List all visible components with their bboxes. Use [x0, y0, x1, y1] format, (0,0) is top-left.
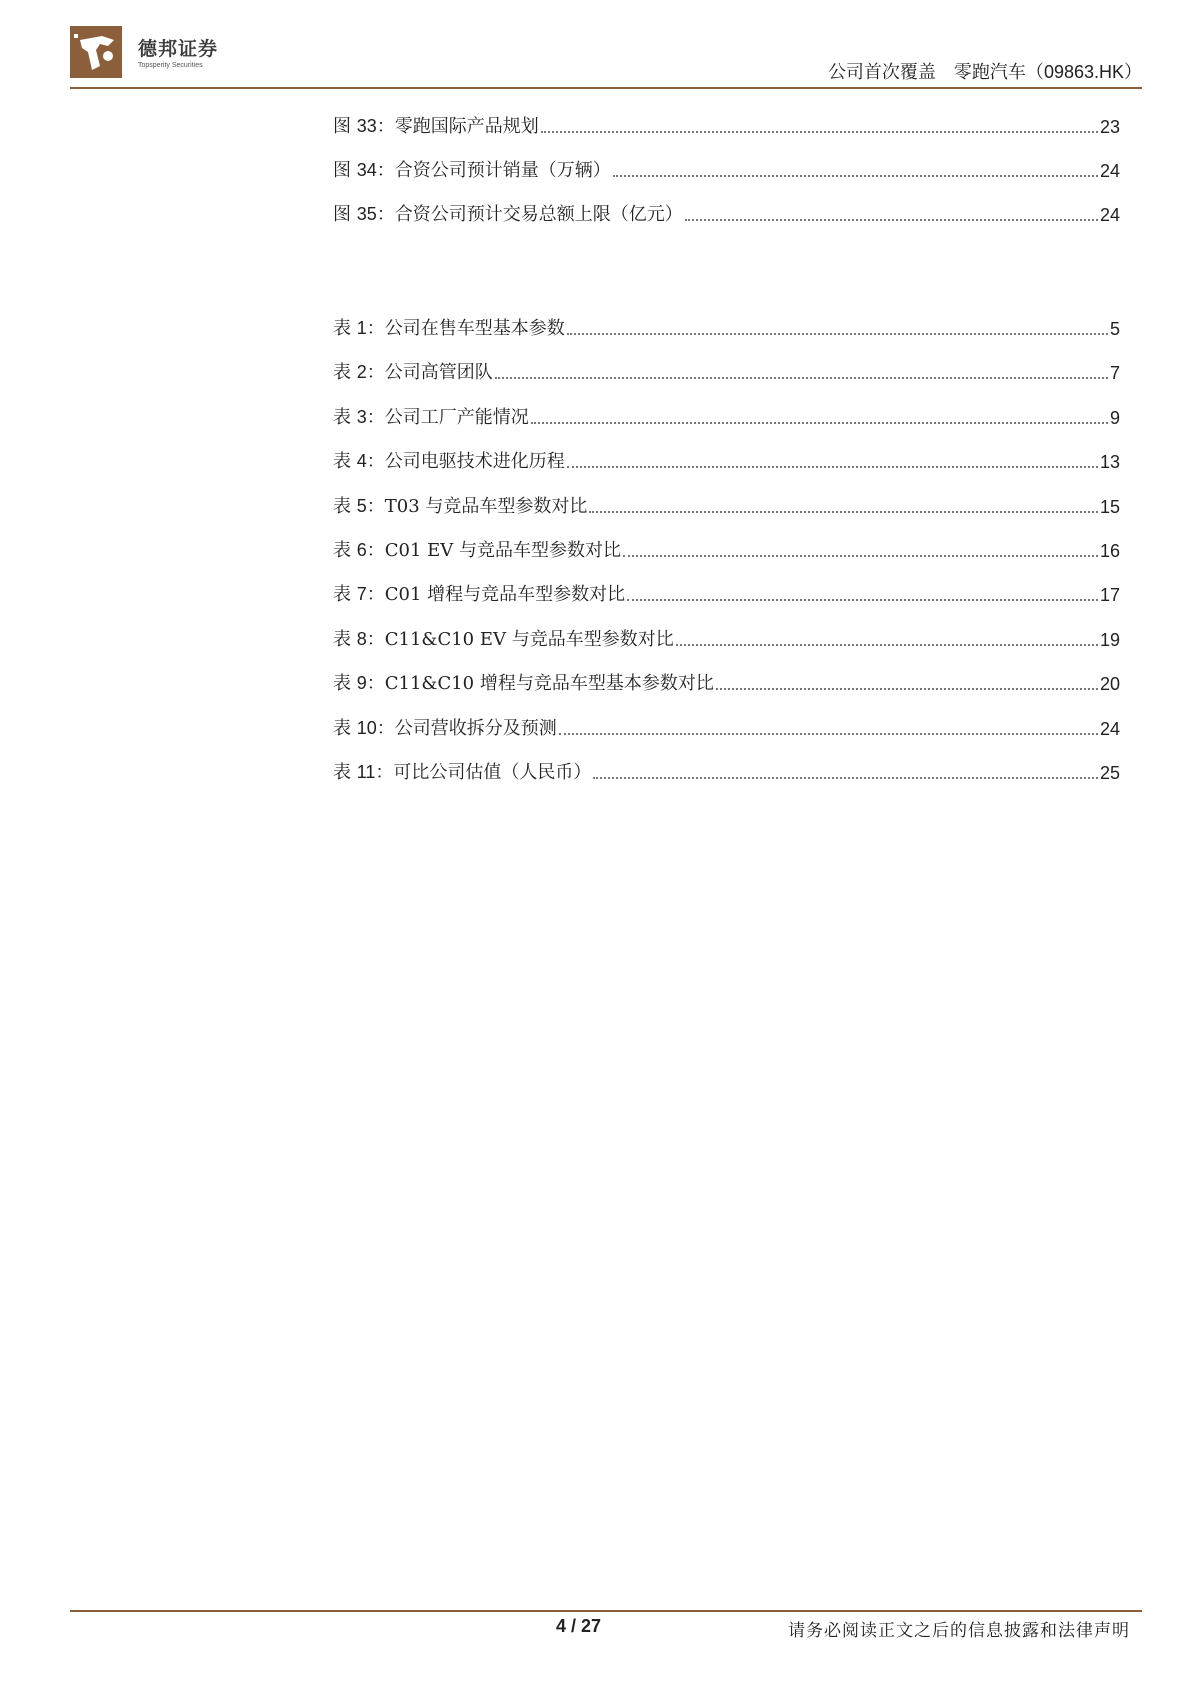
table-toc-label [333, 317, 565, 340]
table-page-number: 20 [1099, 674, 1120, 694]
table-number: 7 [356, 584, 367, 604]
table-page-number: 19 [1099, 630, 1120, 650]
table-prefix: 表 [333, 673, 357, 694]
table-toc-entry[interactable] [333, 578, 1120, 606]
dot-leader [567, 333, 1108, 335]
figure-title: ：合资公司预计销量（万辆） [376, 160, 611, 181]
table-toc-label [333, 361, 493, 384]
figure-toc-entry[interactable] [333, 198, 1120, 226]
dot-leader [627, 599, 1098, 601]
figure-toc-entry[interactable] [333, 154, 1120, 182]
dot-leader [716, 688, 1098, 690]
table-number: 9 [356, 673, 367, 693]
table-page-number: 16 [1099, 541, 1120, 561]
logo-block [70, 26, 122, 78]
figure-page-number: 23 [1099, 117, 1120, 137]
table-page-number: 13 [1099, 452, 1120, 472]
table-toc-label [333, 628, 674, 651]
report-title [828, 58, 1142, 84]
dot-leader [676, 644, 1098, 646]
dot-leader [685, 219, 1098, 221]
figure-prefix: 图 [333, 204, 357, 225]
figure-toc-label [333, 203, 683, 226]
table-number: 2 [356, 362, 367, 382]
table-toc-entry[interactable] [333, 534, 1120, 562]
table-title: ：可比公司估值（人民币） [375, 762, 592, 783]
report-title-suffix: ） [1124, 62, 1142, 83]
table-page-number: 17 [1099, 585, 1120, 605]
figure-title: ：合资公司预计交易总额上限（亿元） [376, 204, 683, 225]
table-title: ：公司营收拆分及预测 [376, 718, 557, 739]
figure-number: 35 [356, 204, 377, 224]
table-number: 1 [356, 318, 367, 338]
table-toc-label [333, 450, 565, 473]
table-toc-label [333, 539, 621, 562]
table-title: ：公司高管团队 [366, 362, 493, 383]
table-toc-label [333, 583, 625, 606]
table-toc-entry[interactable] [333, 356, 1120, 384]
table-toc-entry[interactable] [333, 712, 1120, 740]
logo-name-cn: 德邦证券 [138, 38, 219, 60]
stock-code: 09863.HK [1043, 62, 1124, 82]
figure-page-number: 24 [1099, 161, 1120, 181]
dot-leader [531, 422, 1108, 424]
figure-prefix: 图 [333, 116, 357, 137]
logo-name-en: Topsperity Securities [138, 62, 203, 69]
table-toc-entry[interactable] [333, 401, 1120, 429]
table-prefix: 表 [333, 629, 357, 650]
header-divider [70, 87, 1142, 89]
table-number: 8 [356, 629, 367, 649]
disclaimer-text: 请务必阅读正文之后的信息披露和法律声明 [788, 1621, 1130, 1641]
table-prefix: 表 [333, 496, 357, 517]
footer-divider [70, 1610, 1142, 1612]
dot-leader [559, 733, 1098, 735]
figure-toc-entry[interactable] [333, 110, 1120, 138]
table-page-number: 25 [1099, 763, 1120, 783]
table-toc-label [333, 717, 557, 740]
figure-page-number: 24 [1099, 205, 1120, 225]
table-toc-label [333, 761, 591, 784]
table-toc-label [333, 672, 714, 695]
figure-number: 34 [356, 160, 377, 180]
table-page-number: 7 [1109, 363, 1120, 383]
table-number: 10 [356, 718, 377, 738]
table-title: ：公司在售车型基本参数 [366, 318, 565, 339]
table-page-number: 15 [1099, 497, 1120, 517]
table-title: ：C11&C10 增程与竞品车型基本参数对比 [366, 673, 714, 694]
table-prefix: 表 [333, 584, 357, 605]
dot-leader [495, 377, 1108, 379]
table-toc-label [333, 406, 529, 429]
figure-prefix: 图 [333, 160, 357, 181]
figure-toc-label [333, 115, 539, 138]
table-title: ：公司工厂产能情况 [366, 407, 529, 428]
table-title: ：公司电驱技术进化历程 [366, 451, 565, 472]
table-prefix: 表 [333, 407, 357, 428]
table-number: 6 [356, 540, 367, 560]
table-number: 4 [356, 451, 367, 471]
table-toc-entry[interactable] [333, 667, 1120, 695]
table-number: 5 [356, 496, 367, 516]
table-page-number: 9 [1109, 408, 1120, 428]
table-number: 11 [356, 762, 376, 782]
logo-icon [70, 26, 122, 78]
table-toc-entry[interactable] [333, 490, 1120, 518]
table-prefix: 表 [333, 318, 357, 339]
dot-leader [541, 131, 1098, 133]
figure-title: ：零跑国际产品规划 [376, 116, 539, 137]
table-page-number: 5 [1109, 319, 1120, 339]
table-number: 3 [356, 407, 367, 427]
logo-text [138, 34, 218, 69]
table-prefix: 表 [333, 718, 357, 739]
table-toc-entry[interactable] [333, 756, 1120, 784]
table-toc-entry[interactable] [333, 623, 1120, 651]
report-title-prefix: 公司首次覆盖 零跑汽车（ [827, 62, 1044, 83]
figure-number: 33 [356, 116, 377, 136]
table-toc-entry[interactable] [333, 312, 1120, 340]
table-toc-label [333, 495, 587, 518]
dot-leader [613, 175, 1098, 177]
table-prefix: 表 [333, 451, 357, 472]
dot-leader [589, 511, 1098, 513]
table-title: ：C01 增程与竞品车型参数对比 [366, 584, 626, 605]
page-number: 4 / 27 [556, 1616, 602, 1636]
table-prefix: 表 [333, 762, 357, 783]
table-title: ：C01 EV 与竞品车型参数对比 [366, 540, 622, 561]
table-title: ：C11&C10 EV 与竞品车型参数对比 [366, 629, 674, 650]
dot-leader [567, 466, 1098, 468]
dot-leader [593, 777, 1098, 779]
table-toc-entry[interactable] [333, 445, 1120, 473]
figure-toc-label [333, 159, 611, 182]
table-title: ：T03 与竞品车型参数对比 [366, 496, 588, 517]
dot-leader [623, 555, 1098, 557]
table-prefix: 表 [333, 362, 357, 383]
table-prefix: 表 [333, 540, 357, 561]
table-page-number: 24 [1099, 719, 1120, 739]
